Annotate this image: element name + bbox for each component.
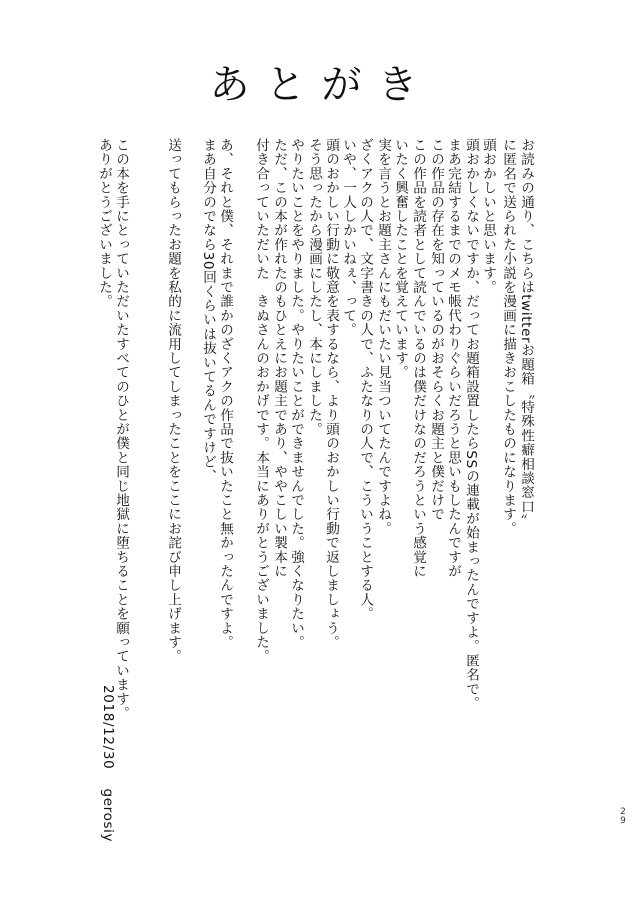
text-column: お読みの通り、こちらはtwitterお題箱〝特殊性癖相談窓口〟: [518, 138, 534, 528]
text-column: この本を手にとっていただいたすべてのひとが僕と同じ地獄に堕ちることを願っています。: [113, 138, 129, 721]
text-column: この作品を読者として読んでいるのは僕だけなのだろうという感覚に: [410, 138, 426, 579]
text-column: まあ自分のでなら30回くらいは抜いてるんですけど、: [200, 138, 216, 484]
date: 2018/12/30: [100, 685, 116, 770]
text-column: あ、それと僕、それまで誰かのざくアクの作品で抜いたこと無かったんですよ。: [217, 138, 233, 650]
page-number-digit: 2: [620, 807, 626, 817]
text-column: ざくアクの人で、文字書きの人で、ふたなりの人で、こういうことする人。: [357, 138, 373, 621]
text-column: 頭のおかしい行動に敬意を表するなら、より頭のおかしい行動で返しましょう。: [323, 138, 339, 650]
text-column: この作品の存在を知っているのがおそらくお題主と僕だけで: [428, 138, 444, 522]
author-name: gerosiy: [100, 788, 116, 843]
text-column: 頭おかしいと思います。: [480, 138, 496, 295]
text-column: ただ、この本が作れたのもひとえにお題主であり、ややこしい製本に: [271, 138, 287, 579]
text-column: いや、一人しかいねぇ、って。: [340, 138, 356, 337]
text-column: 送ってもらったお題を私的に流用してしまったことをここにお詫び申し上げます。: [165, 138, 181, 664]
text-column: 実を言うとお題主さんにもだいたい見当ついてたんですよね。: [375, 138, 391, 536]
signature: [99, 685, 116, 842]
text-column: 頭おかしくないですか、だってお題箱設置したらSSの連載が始まったんですよ。匿名で。: [463, 138, 479, 711]
page-number-digit: 9: [620, 816, 626, 826]
text-column: そう思ったから漫画にしたし、本にしました。: [306, 138, 322, 437]
text-column: ありがとうございました。: [96, 138, 112, 309]
text-column: やりたいことをやりました。やりたいことができませんでした。強くなりたい。: [288, 138, 304, 650]
text-column: いたく興奮したことを覚えています。: [392, 138, 408, 380]
text-column: 付き合っていただいた きぬさんのおかげです。本当にありがとうございました。: [253, 138, 269, 664]
page-title: あとがき: [209, 62, 434, 108]
page-number: [618, 808, 628, 826]
text-column: に匿名で送られた小説を漫画に描きおこしたものになります。: [500, 138, 516, 536]
text-column: まあ完結するまでのメモ帳代わりぐらいだろうと思いもしたんですが: [445, 138, 461, 579]
